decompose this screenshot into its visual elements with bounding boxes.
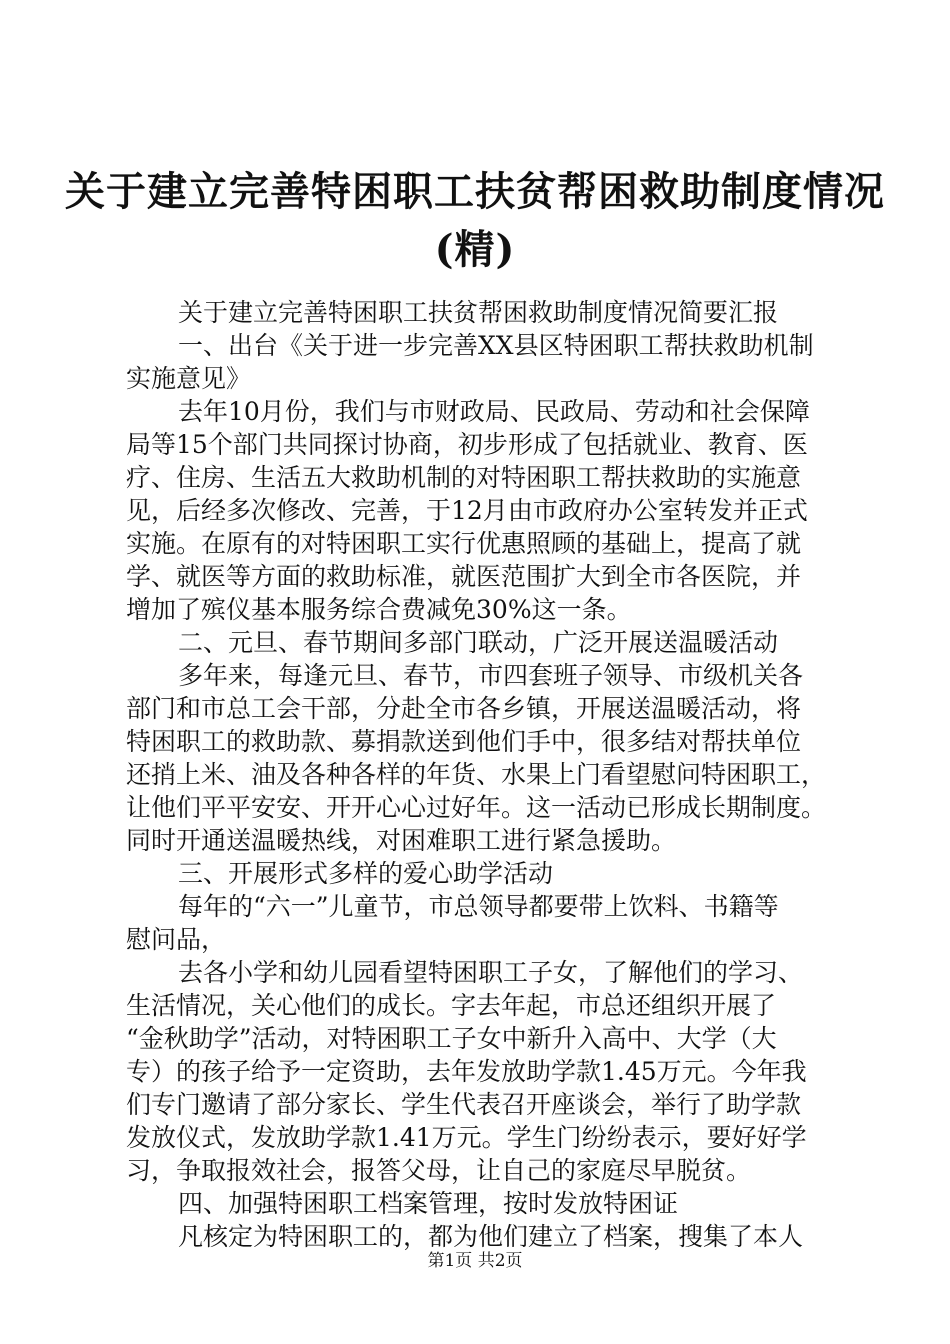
body-text-line: 多年来，每逢元旦、春节，市四套班子领导、市级机关各 — [178, 661, 804, 690]
body-text-line: 一、出台《关于进一步完善XX县区特困职工帮扶救助机制 — [178, 331, 814, 360]
body-text-line: 二、元旦、春节期间多部门联动，广泛开展送温暖活动 — [178, 628, 779, 657]
body-text-line: 让他们平平安安、开开心心过好年。这一活动已形成长期制度。 — [126, 793, 827, 822]
body-text-line: 增加了殡仪基本服务综合费减免30%这一条。 — [126, 595, 632, 624]
body-text-line: 每年的“六一”儿童节，市总领导都要带上饮料、书籍等 — [178, 892, 779, 921]
body-text-line: 部门和市总工会干部，分赴全市各乡镇，开展送温暖活动，将 — [126, 694, 802, 723]
body-text-line: 学、就医等方面的救助标准，就医范围扩大到全市各医院，并 — [126, 562, 802, 591]
body-text-line: 发放仪式，发放助学款1.41万元。学生门纷纷表示，要好好学 — [126, 1123, 807, 1152]
body-text-line: 还捎上米、油及各种各样的年货、水果上门看望慰问特困职工， — [126, 760, 827, 789]
body-text-line: 疗、住房、生活五大救助机制的对特困职工帮扶救助的实施意 — [126, 463, 802, 492]
document-title-line-2: (精) — [434, 226, 516, 273]
body-text-line: 去各小学和幼儿园看望特困职工子女，了解他们的学习、 — [178, 958, 804, 987]
body-text-line: 四、加强特困职工档案管理，按时发放特困证 — [178, 1189, 679, 1218]
body-text-line: 特困职工的救助款、募捐款送到他们手中，很多结对帮扶单位 — [126, 727, 802, 756]
document-title-line-1: 关于建立完善特困职工扶贫帮困救助制度情况 — [65, 168, 885, 215]
body-text-line: 见，后经多次修改、完善，于12月由市政府办公室转发并正式 — [126, 496, 808, 525]
body-text-line: 实施。在原有的对特困职工实行优惠照顾的基础上，提高了就 — [126, 529, 802, 558]
body-text-line: 三、开展形式多样的爱心助学活动 — [178, 859, 554, 888]
body-text-line: 实施意见》 — [126, 364, 252, 393]
body-text-line: 们专门邀请了部分家长、学生代表召开座谈会，举行了助学款 — [126, 1090, 802, 1119]
body-text-line: 慰问品， — [126, 925, 227, 954]
body-text-line: 去年10月份，我们与市财政局、民政局、劳动和社会保障 — [178, 397, 810, 426]
body-text-line: 同时开通送温暖热线，对困难职工进行紧急援助。 — [126, 826, 677, 855]
body-text-line: 凡核定为特困职工的，都为他们建立了档案，搜集了本人 — [178, 1222, 804, 1251]
body-text-line: 关于建立完善特困职工扶贫帮困救助制度情况简要汇报 — [178, 298, 779, 327]
body-text-line: 生活情况，关心他们的成长。字去年起，市总还组织开展了 — [126, 991, 777, 1020]
body-text-line: 局等15个部门共同探讨协商，初步形成了包括就业、教育、医 — [126, 430, 808, 459]
body-text-line: 习，争取报效社会，报答父母，让自己的家庭尽早脱贫。 — [126, 1156, 752, 1185]
body-text-line: 专）的孩子给予一定资助，去年发放助学款1.45万元。今年我 — [126, 1057, 807, 1086]
page-footer: 第1页 共2页 — [427, 1251, 523, 1271]
body-text-line: “金秋助学”活动，对特困职工子女中新升入高中、大学（大 — [126, 1024, 777, 1053]
document-body — [126, 296, 834, 1253]
